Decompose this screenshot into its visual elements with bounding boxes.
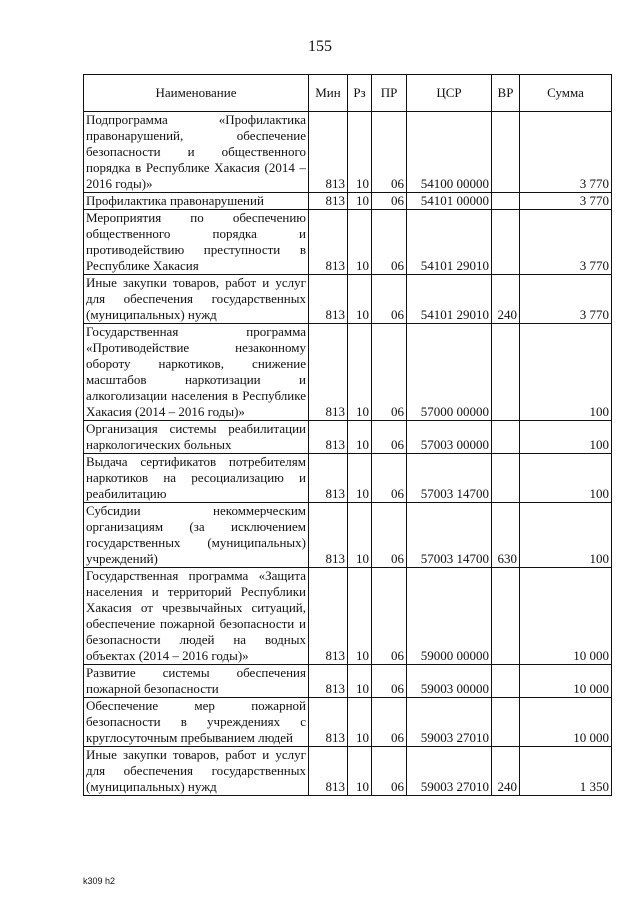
cell-sum: 3 770: [520, 193, 612, 210]
cell-rz: 10: [348, 665, 372, 698]
column-header-csr: ЦСР: [407, 75, 492, 112]
cell-min: 813: [309, 568, 348, 665]
cell-min: 813: [309, 324, 348, 421]
table-row: [84, 665, 612, 698]
cell-min: 813: [309, 210, 348, 275]
cell-vr: [492, 112, 520, 193]
table-row: [84, 193, 612, 210]
column-header-rz: Рз: [348, 75, 372, 112]
cell-rz: 10: [348, 210, 372, 275]
cell-csr: 54101 29010: [407, 210, 492, 275]
budget-table: [83, 74, 612, 796]
cell-csr: 59003 27010: [407, 747, 492, 796]
cell-pr: 06: [372, 210, 407, 275]
cell-csr: 59000 00000: [407, 568, 492, 665]
cell-csr: 54101 29010: [407, 275, 492, 324]
cell-rz: 10: [348, 747, 372, 796]
column-header-sum: Сумма: [520, 75, 612, 112]
table-header-row: [84, 75, 612, 112]
cell-pr: 06: [372, 112, 407, 193]
cell-pr: 06: [372, 503, 407, 568]
cell-name: Профилактика правонарушений: [84, 193, 309, 210]
cell-min: 813: [309, 665, 348, 698]
column-header-min: Мин: [309, 75, 348, 112]
table-row: [84, 454, 612, 503]
cell-name: Государственная программа «Защита населения и территорий Республики Хакасия от чрезвычайных ситуаций, обеспечение пожарной безопасности и безопасности людей на водных объектах (2014 – 2016 годы)»: [84, 568, 309, 665]
cell-csr: 54100 00000: [407, 112, 492, 193]
cell-sum: 10 000: [520, 698, 612, 747]
cell-sum: 100: [520, 421, 612, 454]
cell-min: 813: [309, 275, 348, 324]
footer-code: k309 h2: [83, 876, 116, 886]
cell-csr: 57000 00000: [407, 324, 492, 421]
column-header-pr: ПР: [372, 75, 407, 112]
cell-csr: 57003 00000: [407, 421, 492, 454]
table-row: [84, 503, 612, 568]
cell-rz: 10: [348, 454, 372, 503]
column-header-name: Наименование: [84, 75, 309, 112]
cell-vr: 240: [492, 747, 520, 796]
cell-vr: [492, 324, 520, 421]
table-row: [84, 210, 612, 275]
cell-name: Подпрограмма «Профилактика правонарушений, обеспечение безопасности и общественного порядка в Республике Хакасия (2014 – 2016 годы)»: [84, 112, 309, 193]
cell-rz: 10: [348, 568, 372, 665]
cell-pr: 06: [372, 698, 407, 747]
cell-min: 813: [309, 112, 348, 193]
cell-sum: 3 770: [520, 210, 612, 275]
cell-rz: 10: [348, 275, 372, 324]
cell-sum: 10 000: [520, 568, 612, 665]
cell-min: 813: [309, 193, 348, 210]
cell-vr: 630: [492, 503, 520, 568]
cell-vr: [492, 193, 520, 210]
cell-pr: 06: [372, 568, 407, 665]
cell-vr: 240: [492, 275, 520, 324]
cell-rz: 10: [348, 324, 372, 421]
cell-vr: [492, 421, 520, 454]
cell-sum: 1 350: [520, 747, 612, 796]
cell-rz: 10: [348, 503, 372, 568]
table-row: [84, 421, 612, 454]
cell-rz: 10: [348, 698, 372, 747]
cell-csr: 59003 27010: [407, 698, 492, 747]
cell-rz: 10: [348, 421, 372, 454]
cell-name: Иные закупки товаров, работ и услуг для обеспечения государственных (муниципальных) нужд: [84, 275, 309, 324]
cell-min: 813: [309, 698, 348, 747]
cell-name: Обеспечение мер пожарной безопасности в учреждениях с круглосуточным пребыванием людей: [84, 698, 309, 747]
cell-vr: [492, 698, 520, 747]
cell-min: 813: [309, 454, 348, 503]
cell-vr: [492, 454, 520, 503]
cell-sum: 100: [520, 324, 612, 421]
column-header-vr: ВР: [492, 75, 520, 112]
table-row: [84, 568, 612, 665]
cell-name: Государственная программа «Противодействие незаконному обороту наркотиков, снижение масштабов наркотизации и алкоголизации населения в Республике Хакасия (2014 – 2016 годы)»: [84, 324, 309, 421]
cell-sum: 10 000: [520, 665, 612, 698]
cell-name: Иные закупки товаров, работ и услуг для обеспечения государственных (муниципальных) нужд: [84, 747, 309, 796]
cell-sum: 3 770: [520, 112, 612, 193]
page-number: 155: [308, 38, 332, 55]
cell-rz: 10: [348, 112, 372, 193]
cell-name: Выдача сертификатов потребителям наркотиков на ресоциализацию и реабилитацию: [84, 454, 309, 503]
cell-rz: 10: [348, 193, 372, 210]
cell-pr: 06: [372, 665, 407, 698]
cell-pr: 06: [372, 454, 407, 503]
table-row: [84, 698, 612, 747]
cell-csr: 54101 00000: [407, 193, 492, 210]
cell-pr: 06: [372, 275, 407, 324]
cell-name: Субсидии некоммерческим организациям (за исключением государственных (муниципальных) учреждений): [84, 503, 309, 568]
cell-pr: 06: [372, 324, 407, 421]
cell-csr: 57003 14700: [407, 454, 492, 503]
cell-sum: 100: [520, 503, 612, 568]
cell-sum: 100: [520, 454, 612, 503]
cell-min: 813: [309, 747, 348, 796]
cell-sum: 3 770: [520, 275, 612, 324]
cell-csr: 59003 00000: [407, 665, 492, 698]
cell-min: 813: [309, 421, 348, 454]
cell-vr: [492, 665, 520, 698]
table-row: [84, 747, 612, 796]
cell-name: Мероприятия по обеспечению общественного порядка и противодействию преступности в Республике Хакасия: [84, 210, 309, 275]
table-row: [84, 112, 612, 193]
cell-pr: 06: [372, 747, 407, 796]
cell-vr: [492, 568, 520, 665]
table-row: [84, 324, 612, 421]
cell-pr: 06: [372, 193, 407, 210]
cell-name: Развитие системы обеспечения пожарной безопасности: [84, 665, 309, 698]
cell-name: Организация системы реабилитации наркологических больных: [84, 421, 309, 454]
cell-csr: 57003 14700: [407, 503, 492, 568]
table-row: [84, 275, 612, 324]
cell-min: 813: [309, 503, 348, 568]
cell-pr: 06: [372, 421, 407, 454]
cell-vr: [492, 210, 520, 275]
